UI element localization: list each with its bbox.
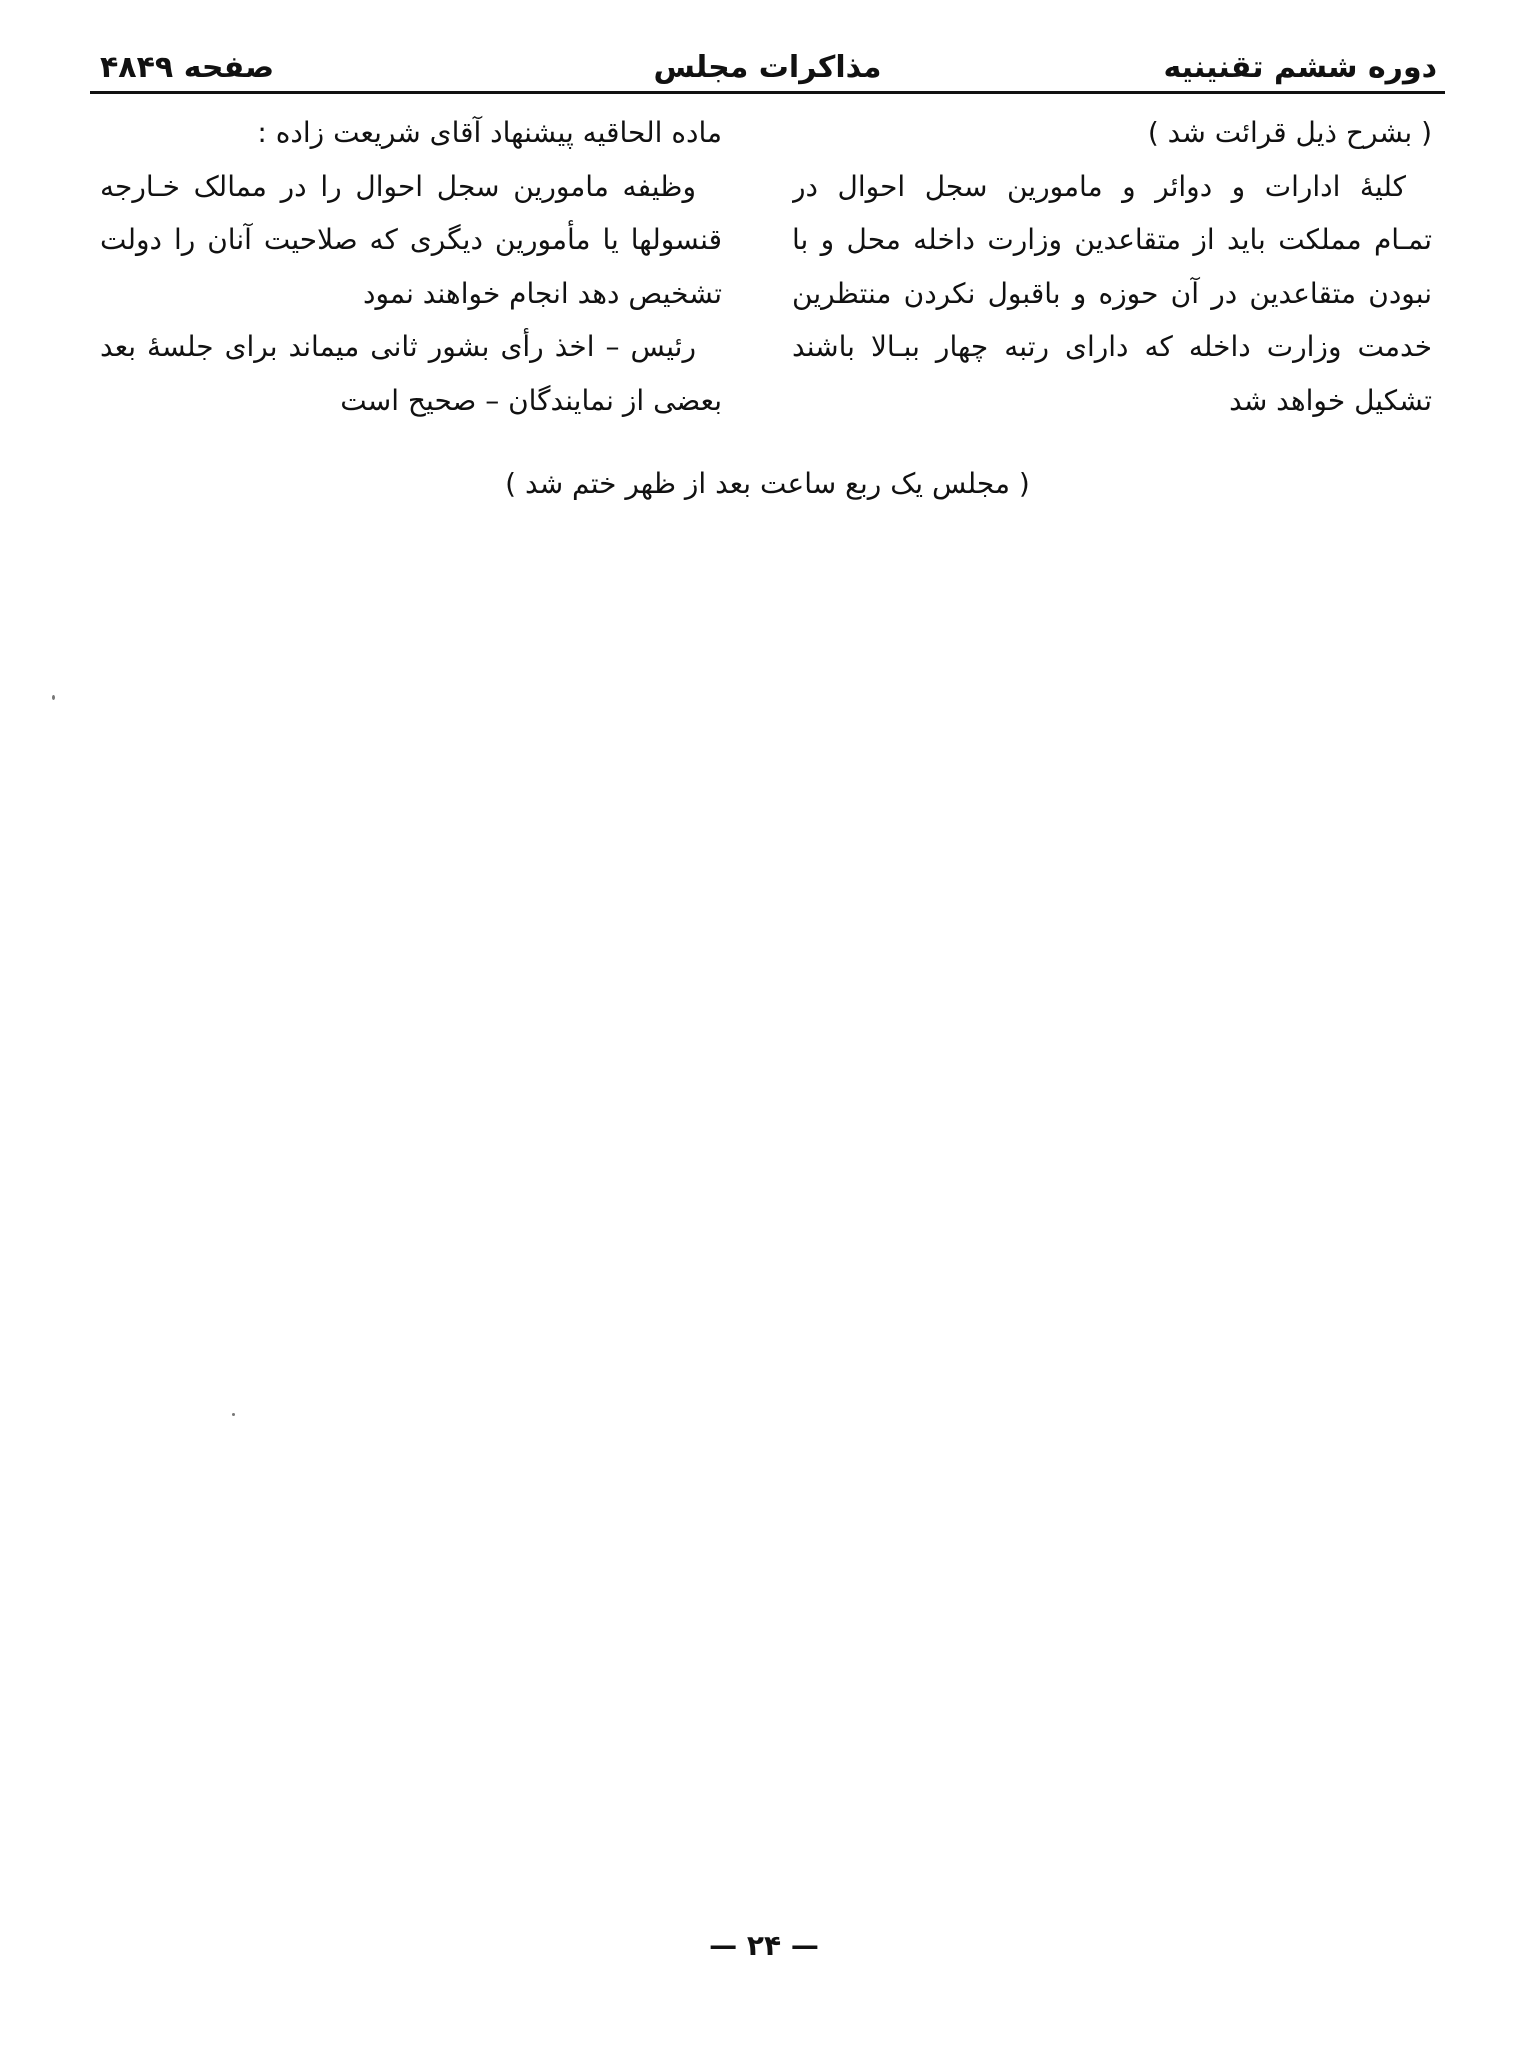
session-title: دوره ششم تقنینیه [1163,50,1437,85]
publication-title: مذاکرات مجلس [653,50,882,85]
heading-line: ماده الحاقیه پیشنهاد آقای شریعت زاده : [257,116,722,149]
page-number-label: صفحه ۴۸۴۹ [100,50,275,85]
page-footer-number: — ۲۴ — [709,1929,819,1962]
right-column-heading [792,106,1432,160]
text-line: خدمت وزارت داخله که دارای رتبه چهار ببـالا باشند [792,330,1432,363]
scan-speck [232,1413,235,1416]
text-line: تشکیل خواهد شد [1229,383,1432,417]
left-column [100,106,722,427]
heading-line: ( بشرح ذیل قرائت شد ) [1147,116,1432,149]
text-line: تشخیص دهد انجام خواهند نمود [362,276,722,310]
text-line: نبودن متقاعدین در آن حوزه و باقبول نکردن منتظرین [792,276,1432,310]
scan-speck [52,695,55,700]
header-rule [90,91,1445,94]
text-line: رئیس – اخذ رأی بشور ثانی میماند برای جلسهٔ بعد [100,330,696,363]
left-column-heading [100,106,722,160]
right-column-paragraph [792,160,1432,428]
text-line: وظیفه مامورین سجل احوال را در ممالک خـارجه [100,169,696,203]
page-header [90,40,1445,92]
session-closing-note: ( مجلس یک ربع ساعت بعد از ظهر ختم شد ) [505,467,1030,500]
amendment-paragraph [100,160,722,321]
chair-statement-paragraph [100,320,722,427]
text-line: بعضی از نمایندگان – صحیح است [340,383,722,417]
right-column [792,106,1432,427]
text-line: قنسولها یا مأمورین دیگری که صلاحیت آنان را دولت [100,223,722,256]
text-line: کلیهٔ ادارات و دوائر و مامورین سجل احوال در [792,169,1406,203]
text-line: تمـام مملکت باید از متقاعدین وزارت داخله محل و با [792,223,1432,256]
